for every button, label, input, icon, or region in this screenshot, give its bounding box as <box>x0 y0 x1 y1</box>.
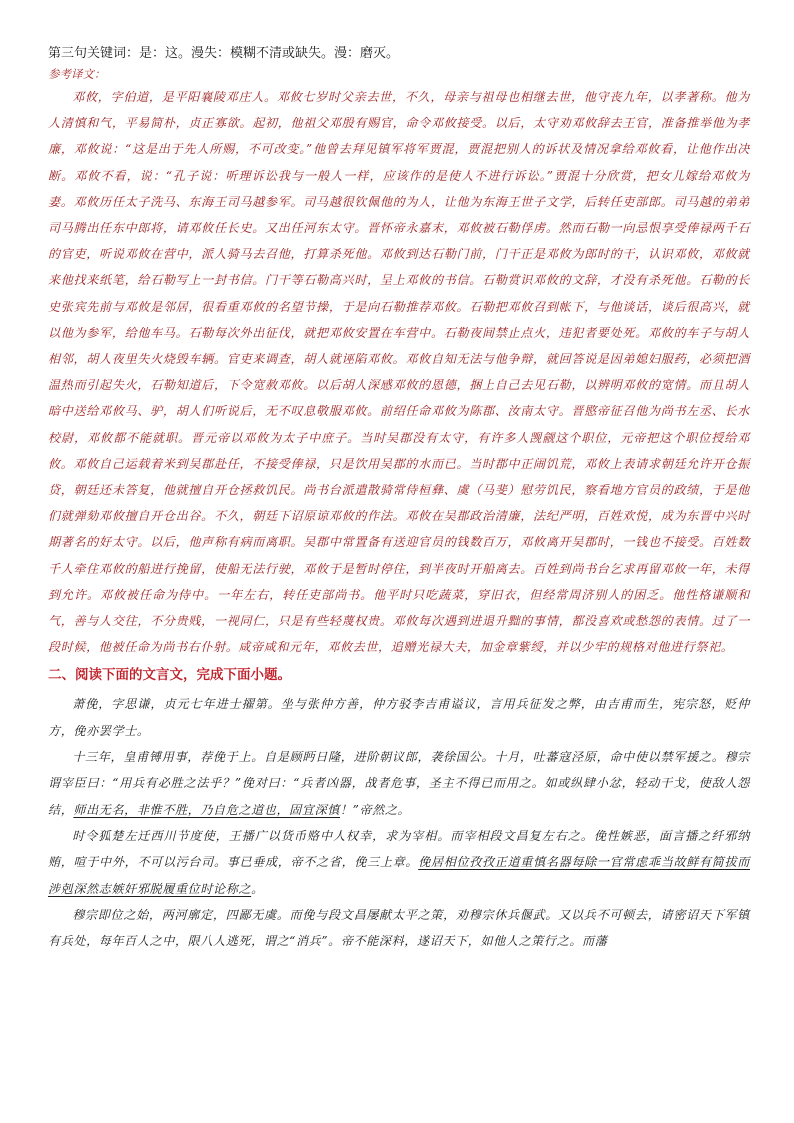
passage-paragraph-3 <box>48 823 750 902</box>
key-words-note: 第三句关键词：是：这。漫失：模糊不清或缺失。漫：磨灭。 <box>48 46 400 61</box>
passage-paragraph-4: 穆宗即位之始，两河廓定，四鄙无虞。而俛与段文昌屡献太平之策，劝穆宗休兵偃武。又以兵不可顿去，请密诏天下军镇有兵处，每年百人之中，限八人逃死，谓之“消兵”。帝不能深料，遂诏天下，如他人之策行之。而藩 <box>48 907 750 949</box>
passage-text: 十三年，皇甫镈用事，荐俛于上。自是顾眄日隆，进阶朝议郎，袭徐国公。十月，吐蕃寇泾原，命中使以禁军援之。穆宗谓宰臣曰：“用兵有必胜之法乎？”俛对曰：“兵者凶器，战者危事，圣主不得已而用之。如或纵肆小忿，轻动干戈，使敌人怨结， <box>48 750 750 817</box>
passage-text: 时令狐楚左迁西川节度使，王播广以货币赂中人权幸，求为宰相。而宰相段文昌复左右之。俛性嫉恶，面言播之纤邪纳贿，喧于中外，不可以污台司。事已垂成，帝不之省，俛三上章。 <box>48 828 750 870</box>
reference-translation-text: 邓攸，字伯道，是平阳襄陵邓庄人。邓攸七岁时父亲去世，不久，母亲与祖母也相继去世，他守丧九年，以孝著称。他为人清慎和气，平易简朴，贞正寡欲。起初，他祖父邓殷有赐官，命令邓攸接受。以后，太守劝邓攸辞去王官，准备推举他为孝廉，邓攸说：“这是出于先人所赐，不可改变。”他曾去拜见镇军将军贾混，贾混把别人的诉状及情况拿给邓攸看，让他作出决断。邓攸不看，说：“孔子说：听理诉讼我与一般人一样，应该作的是使人不进行诉讼。”贾混十分欣赏，把女儿嫁给邓攸为妻。邓攸历任太子洗马、东海王司马越参军。司马越很钦佩他的为人，让他为东海王世子文学，后转任吏部郎。司马越的弟弟司马腾出任东中郎将，请邓攸任长史。又出任河东太守。晋怀帝永嘉末，邓攸被石勒俘虏。然而石勒一向忌恨享受俸禄两千石的官吏，听说邓攸在营中，派人骑马去召他，打算杀死他。邓攸到达石勒门前，门干正是邓攸为郎时的干，认识邓攸，邓攸就来他找来纸笔，给石勒写上一封书信。门干等石勒高兴时，呈上邓攸的书信。石勒赏识邓攸的文辞，才没有杀死他。石勒的长史张宾先前与邓攸是邻居，很看重邓攸的名望节操，于是向石勒推荐邓攸。石勒把邓攸召到帐下，与他谈话，谈后很高兴，就以他为参军，给他车马。石勒每次外出征伐，就把邓攸安置在车营中。石勒夜间禁止点火，违犯者要处死。邓攸的车子与胡人相邻，胡人夜里失火烧毁车辆。官吏来调查，胡人就诬陷邓攸。邓攸自知无法与他争辩，就回答说是因弟媳妇服药，必须把酒温热而引起失火，石勒知道后，下令宽赦邓攸。以后胡人深感邓攸的恩德，捆上自己去见石勒，以辨明邓攸的宽情。而且胡人暗中送给邓攸马、驴，胡人们听说后，无不叹息敬服邓攸。前绍任命邓攸为陈郡、汝南太守。晋愍帝征召他为尚书左丞、长水校尉，邓攸都不能就职。晋元帝以邓攸为太子中庶子。当时吴郡没有太守，有许多人觊觎这个职位，元帝把这个职位授给邓攸。邓攸自己运载着米到吴郡赴任，不接受俸禄，只是饮用吴郡的水而已。当时郡中正闹饥荒，邓攸上表请求朝廷允许开仓振贷，朝廷还未答复，他就擅自开仓拯救饥民。尚书台派遣散骑常侍桓彝、虞（马斐）慰劳饥民，察看地方官员的政绩，于是他们就弹劾邓攸擅自开仓出谷。不久，朝廷下诏原谅邓攸的作法。邓攸在吴郡政治清廉，法纪严明，百姓欢悦，成为东晋中兴时期著名的好太守。以后，他声称有病而离职。吴郡中常置备有送迎官员的钱数百万，邓攸离开吴郡时，一钱也不接受。百姓数千人牵住邓攸的船进行挽留，使船无法行驶，邓攸于是暂时停住，到半夜时开船离去。百姓到尚书台乞求再留邓攸一年，未得到允许。邓攸被任命为侍中。一年左右，转任吏部尚书。他平时只吃蔬菜，穿旧衣，但经常周济别人的困乏。他性格谦顺和气，善与人交往，不分贵贱，一视同仁，只是有些轻蔑权贵。邓攸每次遇到进退升黜的事情，都没喜欢或愁怨的表情。过了一段时候，他被任命为尚书右仆射。咸帝咸和元年，邓攸去世，追赠光禄大夫，加金章紫绶，并以少牢的规格对他进行祭祀。 <box>48 90 750 655</box>
reference-translation-label: 参考译文： <box>48 67 106 81</box>
underlined-sentence: 俛居相位孜孜正道重慎名器每除一官常虑乖当故鲜有简拔而涉剋深然志嫉奸邪脱履重位时论称之 <box>48 855 750 896</box>
passage-text: 。 <box>251 881 264 896</box>
underlined-sentence: 师出无名，非惟不胜，乃自危之道也，固宜深慎 <box>73 802 340 817</box>
section-title: 二、阅读下面的文言文，完成下面小题。 <box>48 667 291 684</box>
passage-text: ！”帝然之。 <box>339 802 411 817</box>
document-page <box>48 44 750 954</box>
passage-paragraph-2 <box>48 744 750 823</box>
passage-paragraph-1: 萧俛，字思谦，贞元七年进士擢第。坐与张仲方善，仲方驳李吉甫谥议，言用兵征发之弊，由吉甫而生，宪宗怒，贬仲方，俛亦罢学士。 <box>48 697 750 738</box>
